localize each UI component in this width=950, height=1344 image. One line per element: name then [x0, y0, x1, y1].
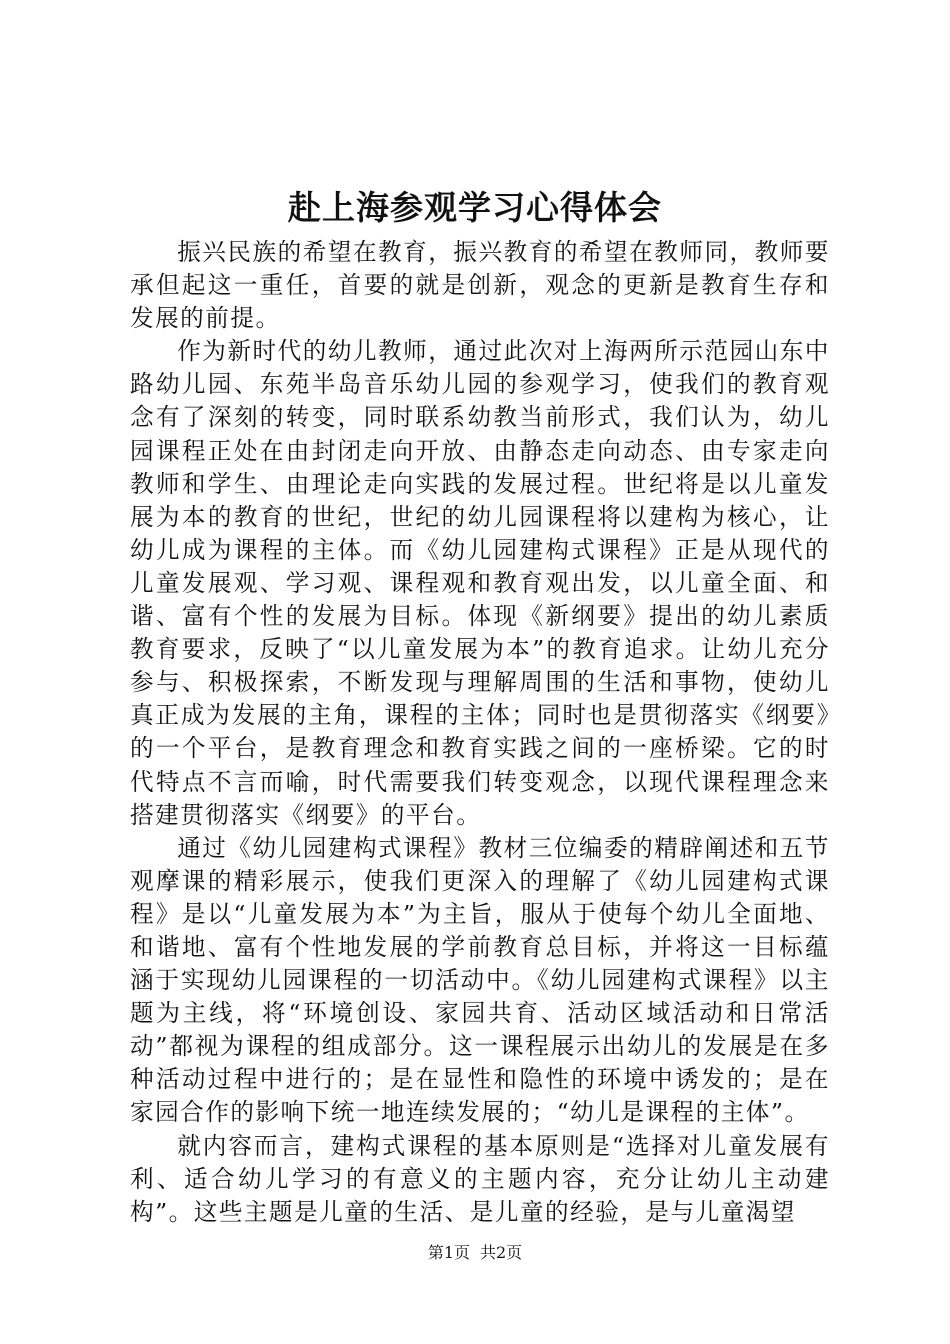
paragraph: 作为新时代的幼儿教师，通过此次对上海两所示范园山东中路幼儿园、东苑半岛音乐幼儿园的参观学习，使我们的教育观念有了深刻的转变，同时联系幼教当前形式，我们认为，幼儿园课程正处在由封闭走向开放、由静态走向动态、由专家走向教师和学生、由理论走向实践的发展过程。世纪将是以儿童发展为本的教育的世纪，世纪的幼儿园课程将以建构为核心，让幼儿成为课程的主体。而《幼儿园建构式课程》正是从现代的儿童发展观、学习观、课程观和教育观出发，以儿童全面、和谐、富有个性的发展为目标。体现《新纲要》提出的幼儿素质教育要求，反映了“以儿童发展为本”的教育追求。让幼儿充分参与、积极探索，不断发现与理解周围的生活和事物，使幼儿真正成为发展的主角，课程的主体；同时也是贯彻落实《纲要》的一个平台，是教育理念和教育实践之间的一座桥梁。它的时代特点不言而喻，时代需要我们转变观念，以现代课程理念来搭建贯彻落实《纲要》的平台。: [130, 337, 830, 829]
page-count: 共2页: [480, 1243, 523, 1262]
page-number: 第1页: [427, 1243, 470, 1262]
document-title: 赴上海参观学习心得体会: [288, 188, 662, 227]
paragraph: 振兴民族的希望在教育，振兴教育的希望在教师同，教师要承但起这一重任，首要的就是创新，观念的更新是教育生存和发展的前提。: [130, 238, 830, 333]
document-body: [130, 236, 830, 1229]
page-footer: [0, 1242, 950, 1264]
paragraph: 就内容而言，建构式课程的基本原则是“选择对儿童发展有利、适合幼儿学习的有意义的主题内容，充分让幼儿主动建构”。这些主题是儿童的生活、是儿童的经验，是与儿童渴望: [130, 1131, 830, 1226]
paragraph: 通过《幼儿园建构式课程》教材三位编委的精辟阐述和五节观摩课的精彩展示，使我们更深入的理解了《幼儿园建构式课程》是以“儿童发展为本”为主旨，服从于使每个幼儿全面地、和谐地、富有个性地发展的学前教育总目标，并将这一目标蕴涵于实现幼儿园课程的一切活动中。《幼儿园建构式课程》以主题为主线，将“环境创设、家园共育、活动区域活动和日常活动”都视为课程的组成部分。这一课程展示出幼儿的发展是在多种活动过程中进行的；是在显性和隐性的环境中诱发的；是在家园合作的影响下统一地连续发展的；“幼儿是课程的主体”。: [130, 833, 830, 1127]
